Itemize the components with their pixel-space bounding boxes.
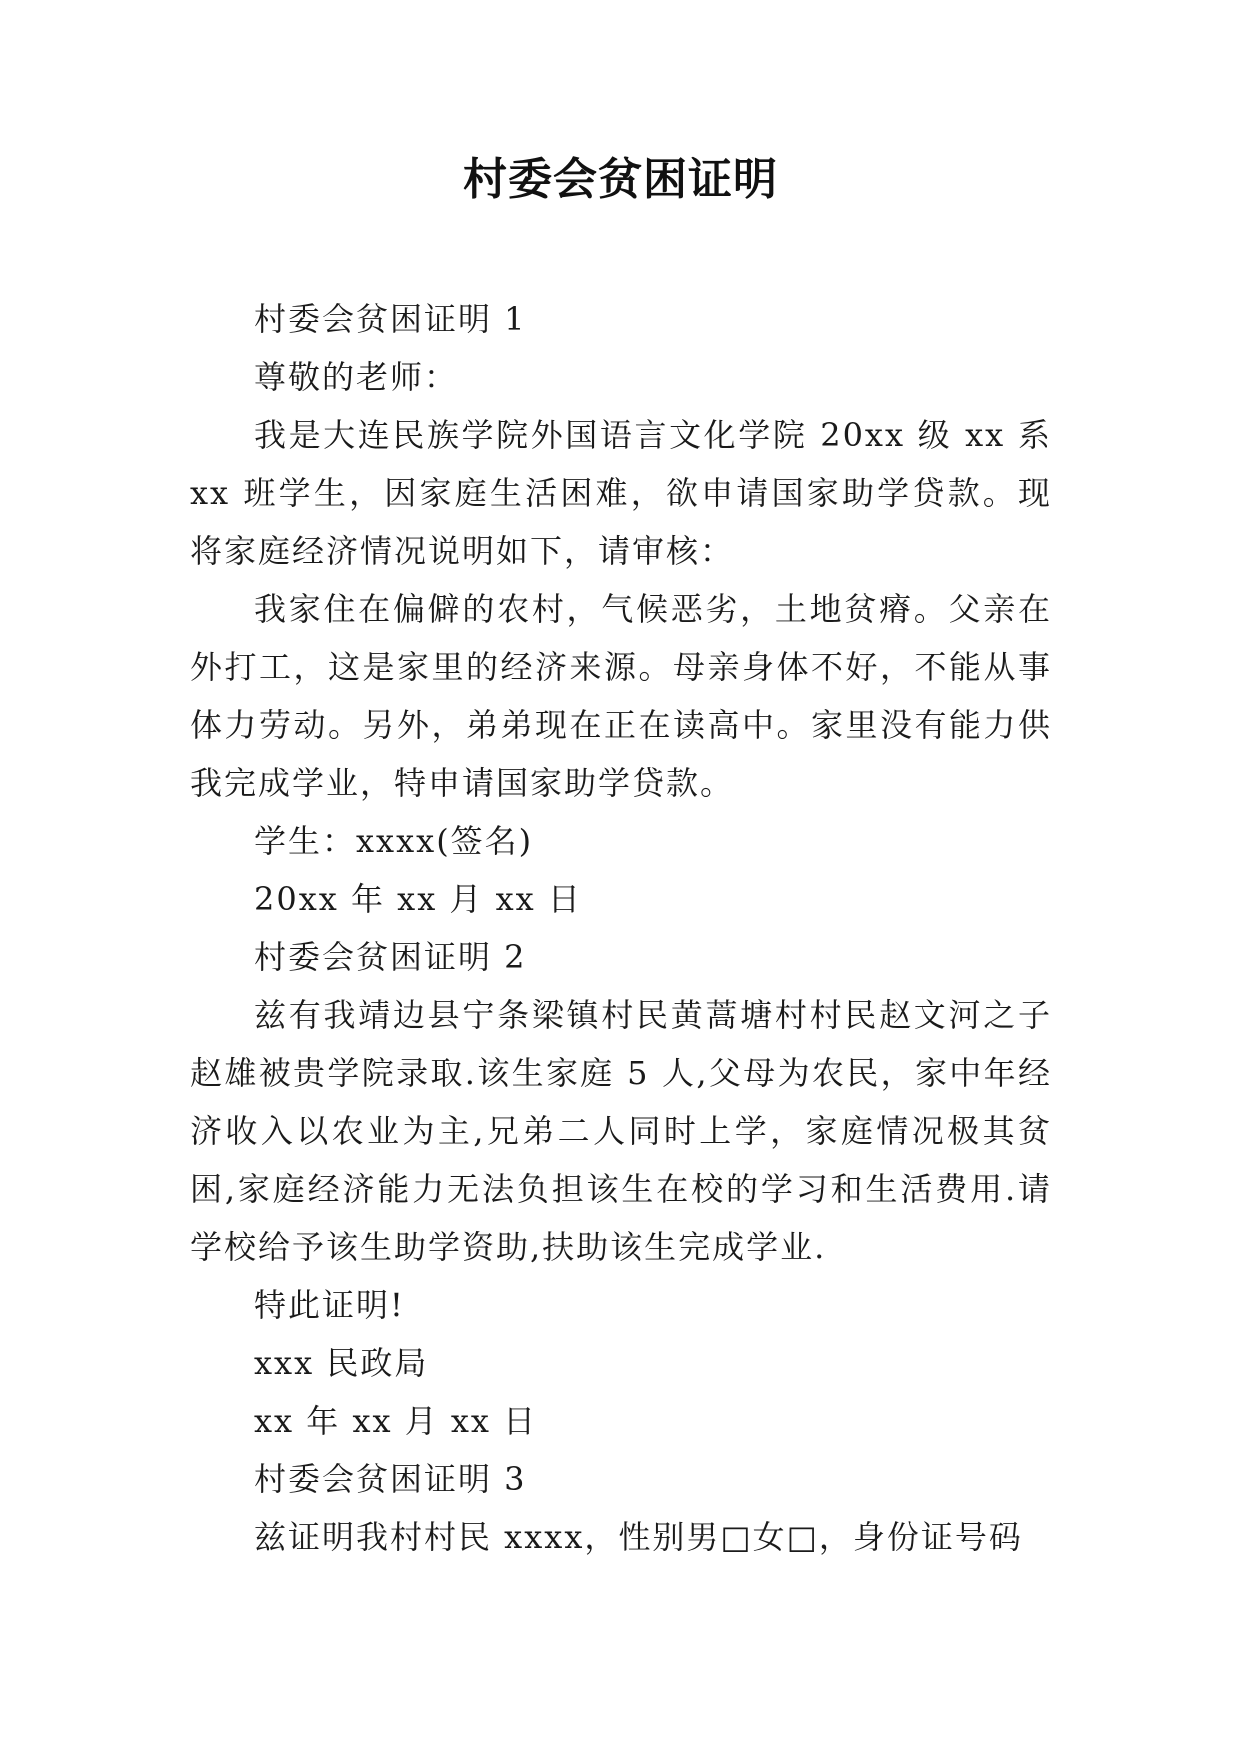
issuing-authority: xxx 民政局 (254, 1344, 429, 1382)
section-heading-1: 村委会贫困证明 1 (254, 300, 527, 338)
section-heading-2: 村委会贫困证明 2 (254, 938, 527, 976)
paragraph-family-situation: 我家住在偏僻的农村，气候恶劣，土地贫瘠。父亲在外打工，这是家里的经济来源。母亲身体不好，不能从事体力劳动。另外，弟弟现在正在读高中。家里没有能力供我完成学业，特申请国家助学贷款。 (190, 590, 1052, 802)
student-signature: 学生：xxxx(签名) (254, 822, 534, 860)
document-title: 村委会贫困证明 (463, 154, 778, 205)
paragraph-certificate-2: 兹有我靖边县宁条梁镇村民黄蒿塘村村民赵文河之子赵雄被贵学院录取.该生家庭 5 人,父母为农民，家中年经济收入以农业为主,兄弟二人同时上学，家庭情况极其贫困,家庭经济能力无法负担该生在校的学习和生活费用.请学校给予该生助学资助,扶助该生完成学业. (190, 996, 1052, 1266)
paragraph-intro: 我是大连民族学院外国语言文化学院 20xx 级 xx 系 xx 班学生，因家庭生活困难，欲申请国家助学贷款。现将家庭经济情况说明如下，请审核： (190, 416, 1052, 570)
date-line-1: 20xx 年 xx 月 xx 日 (254, 880, 582, 918)
document-body (190, 290, 1052, 1566)
closing-statement: 特此证明! (254, 1286, 405, 1324)
date-line-2: xx 年 xx 月 xx 日 (254, 1402, 538, 1440)
section-heading-3: 村委会贫困证明 3 (254, 1460, 527, 1498)
paragraph-certificate-3: 兹证明我村村民 xxxx，性别男□女□，身份证号码 (254, 1518, 1023, 1556)
salutation: 尊敬的老师： (254, 358, 459, 396)
